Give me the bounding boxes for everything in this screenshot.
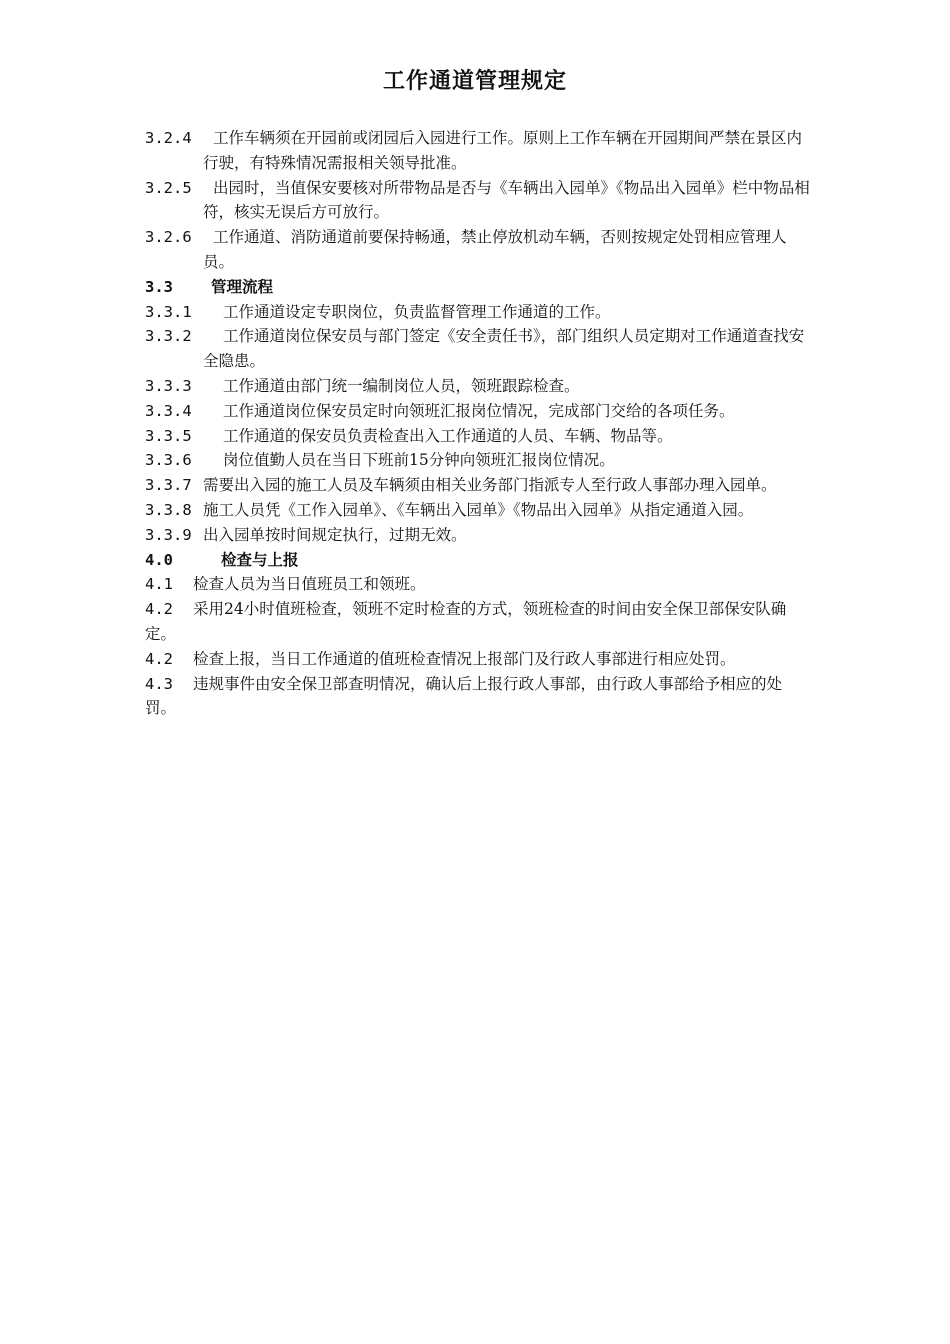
clause-text: 采用24小时值班检查，领班不定时检查的方式，领班检查的时间由安全保卫部保安队确定。 <box>145 600 787 643</box>
clause-3-3-5 <box>145 424 810 449</box>
clause-number: 3.3.4 <box>145 401 192 420</box>
section-title: 检查与上报 <box>221 550 299 569</box>
clause-text: 检查人员为当日值班员工和领班。 <box>193 575 426 594</box>
clause-3-2-5 <box>145 176 810 226</box>
clause-text: 工作车辆须在开园前或闭园后入园进行工作。原则上工作车辆在开园期间严禁在景区内行驶，有特殊情况需报相关领导批准。 <box>203 129 803 172</box>
clause-3-3-9 <box>145 523 810 548</box>
clause-number: 3.3.3 <box>145 376 192 395</box>
section-title: 管理流程 <box>211 277 274 296</box>
clause-text: 工作通道岗位保安员定时向领班汇报岗位情况，完成部门交给的各项任务。 <box>223 401 735 420</box>
clause-number: 3.2.4 <box>145 129 192 147</box>
clause-number: 4.2 <box>145 649 173 668</box>
clause-number: 3.3.8 <box>145 500 192 519</box>
clause-text: 违规事件由安全保卫部查明情况，确认后上报行政人事部，由行政人事部给予相应的处罚。 <box>145 674 783 718</box>
section-heading-3-3 <box>145 275 810 300</box>
clause-text: 工作通道岗位保安员与部门签定《安全责任书》，部门组织人员定期对工作通道查找安全隐患。 <box>203 327 805 371</box>
clause-number: 3.2.6 <box>145 228 192 247</box>
clause-text: 工作通道由部门统一编制岗位人员，领班跟踪检查。 <box>223 376 580 395</box>
clause-4-3 <box>145 672 810 722</box>
clause-number: 3.3.2 <box>145 327 192 346</box>
clause-4-1 <box>145 572 810 597</box>
clause-3-3-6 <box>145 448 810 473</box>
clause-text: 岗位值勤人员在当日下班前15分钟向领班汇报岗位情况。 <box>223 451 615 470</box>
section-number: 3.3 <box>145 277 173 296</box>
clause-3-3-2 <box>145 324 810 374</box>
clause-3-2-6 <box>145 225 810 275</box>
clause-text: 工作通道、消防通道前要保持畅通，禁止停放机动车辆，否则按规定处罚相应管理人员。 <box>203 228 787 271</box>
clause-number: 3.3.9 <box>145 525 192 544</box>
clause-3-3-3 <box>145 374 810 399</box>
clause-number: 3.3.1 <box>145 302 192 321</box>
clause-number: 4.2 <box>145 600 173 619</box>
document-body <box>145 126 810 721</box>
clause-text: 工作通道的保安员负责检查出入工作通道的人员、车辆、物品等。 <box>223 426 673 445</box>
clause-text: 施工人员凭《工作入园单》、《车辆出入园单》《物品出入园单》从指定通道入园。 <box>203 500 754 519</box>
clause-4-2 <box>145 597 810 647</box>
clause-number: 3.3.5 <box>145 426 192 445</box>
document-title: 工作通道管理规定 <box>382 69 567 94</box>
clause-3-3-8 <box>145 498 810 523</box>
clause-3-3-1 <box>145 300 810 325</box>
section-number: 4.0 <box>145 550 173 569</box>
clause-text: 出园时，当值保安要核对所带物品是否与《车辆出入园单》《物品出入园单》栏中物品相符，核实无误后方可放行。 <box>203 178 810 222</box>
clause-text: 工作通道设定专职岗位，负责监督管理工作通道的工作。 <box>223 302 611 321</box>
clause-4-2b <box>145 647 810 672</box>
clause-number: 4.3 <box>145 674 173 693</box>
clause-number: 3.3.7 <box>145 476 192 495</box>
clause-3-3-7 <box>145 473 810 498</box>
clause-3-2-4 <box>145 126 810 176</box>
clause-text: 出入园单按时间规定执行，过期无效。 <box>203 525 467 544</box>
section-heading-4-0 <box>145 548 810 573</box>
clause-3-3-4 <box>145 399 810 424</box>
clause-number: 3.2.5 <box>145 178 192 197</box>
clause-number: 3.3.6 <box>145 451 192 470</box>
clause-text: 需要出入园的施工人员及车辆须由相关业务部门指派专人至行政人事部办理入园单。 <box>203 476 777 495</box>
clause-number: 4.1 <box>145 575 173 594</box>
clause-text: 检查上报，当日工作通道的值班检查情况上报部门及行政人事部进行相应处罚。 <box>193 649 736 668</box>
